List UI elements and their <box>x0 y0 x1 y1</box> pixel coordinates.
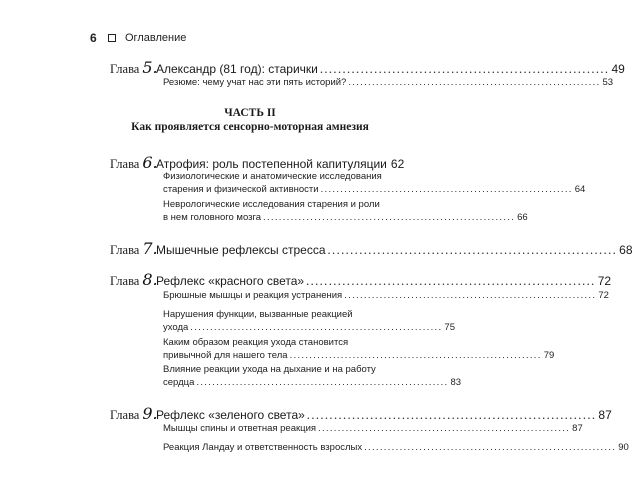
sub-entry-title: Брюшные мышцы и реакция устранения <box>163 290 343 301</box>
leader-dots: ................................................................ <box>320 183 573 195</box>
toc-sub-entry[interactable] <box>163 171 586 196</box>
sub-entry-page: 66 <box>517 211 528 223</box>
sub-entry-page: 83 <box>450 376 462 388</box>
sub-entry-page: 53 <box>602 77 614 88</box>
chapter-page: 87 <box>598 408 612 422</box>
sub-entry-page: 90 <box>618 442 629 453</box>
leader-dots: ................................................................ <box>348 77 601 88</box>
sub-entry-title-line1: Каким образом реакция ухода становится <box>163 337 349 348</box>
chapter-page: 72 <box>597 274 612 288</box>
sub-entry-page: 72 <box>598 290 609 301</box>
page-header <box>90 31 186 45</box>
chapter-label: Глава <box>110 408 140 422</box>
leader-dots: ................................................................ <box>319 62 610 76</box>
chapter-label: Глава <box>110 62 140 76</box>
chapter-title: Рефлекс «красного света» <box>156 274 305 288</box>
sub-entry-title-line1: Неврологические исследования старения и роли <box>163 199 380 210</box>
part-heading: ЧАСТЬ II <box>224 107 276 119</box>
toc-chapter-7[interactable] <box>110 239 633 258</box>
leader-dots: ................................................................ <box>306 408 597 422</box>
toc-sub-entry[interactable] <box>163 199 528 224</box>
leader-dots: ................................................................ <box>263 211 516 223</box>
chapter-title: Атрофия: роль постепенной капитуляции <box>156 157 387 171</box>
sub-entry-title-line2: в нем головного мозга <box>163 211 262 223</box>
sub-entry-title: Реакция Ландау и ответственность взрослых <box>163 442 363 453</box>
sub-entry-page: 64 <box>574 183 586 195</box>
chapter-label: Глава <box>110 274 140 288</box>
toc-chapter-9[interactable] <box>110 404 612 423</box>
chapter-title: Рефлекс «зеленого света» <box>156 408 305 422</box>
toc-sub-entry[interactable] <box>163 290 609 303</box>
page-number: 6 <box>90 31 97 45</box>
toc-chapter-8[interactable] <box>110 270 612 289</box>
chapter-number: 6. <box>142 153 158 172</box>
chapter-number: 7. <box>142 239 158 258</box>
sub-entry-title-line1: Влияние реакции ухода на дыхание и на работу <box>163 364 376 375</box>
toc-sub-entry[interactable] <box>163 77 614 90</box>
leader-dots: ................................................................ <box>344 290 597 301</box>
toc-sub-entry[interactable] <box>163 337 555 362</box>
sub-entry-title-line2: ухода <box>163 321 189 333</box>
chapter-label: Глава <box>110 157 140 171</box>
sub-entry-title-line2: сердца <box>163 376 195 388</box>
sub-entry-page: 87 <box>572 423 583 434</box>
leader-dots: ................................................................ <box>289 349 542 361</box>
toc-sub-entry[interactable] <box>163 309 455 334</box>
toc-sub-entry[interactable] <box>163 364 462 389</box>
chapter-page: 62 <box>390 157 405 171</box>
sub-entry-page: 75 <box>444 321 455 333</box>
sub-entry-title-line2: привычной для нашего тела <box>163 349 288 361</box>
sub-entry-title: Мышцы спины и ответная реакция <box>163 423 317 434</box>
sub-entry-page: 79 <box>543 349 555 361</box>
chapter-page: 49 <box>611 62 625 76</box>
chapter-number: 8. <box>142 270 158 289</box>
leader-dots: ................................................................ <box>190 321 443 333</box>
leader-dots: ................................................................ <box>306 274 596 288</box>
leader-dots: ................................................................ <box>196 376 449 388</box>
section-title: Оглавление <box>125 32 187 44</box>
chapter-title: Александр (81 год): старички <box>156 62 318 76</box>
toc-chapter-6[interactable] <box>110 153 405 172</box>
leader-dots: ................................................................ <box>364 442 617 453</box>
sub-entry-title: Резюме: чему учат нас эти пять историй? <box>163 77 347 88</box>
sub-entry-title-line1: Нарушения функции, вызванные реакцией <box>163 309 353 320</box>
chapter-label: Глава <box>110 243 140 257</box>
toc-sub-entry[interactable] <box>163 442 629 455</box>
leader-dots: ................................................................ <box>318 423 571 434</box>
sub-entry-title-line1: Физиологические и анатомические исследования <box>163 171 382 182</box>
chapter-page: 68 <box>619 243 633 257</box>
leader-dots: ................................................................ <box>327 243 618 257</box>
toc-sub-entry[interactable] <box>163 423 583 436</box>
square-bullet-icon <box>108 34 116 42</box>
toc-chapter-5[interactable] <box>110 58 625 77</box>
chapter-number: 5. <box>142 58 158 77</box>
chapter-title: Мышечные рефлексы стресса <box>156 243 326 257</box>
sub-entry-title-line2: старения и физической активности <box>163 183 319 195</box>
chapter-number: 9. <box>142 404 158 423</box>
part-subtitle: Как проявляется сенсорно-моторная амнезия <box>131 121 369 133</box>
